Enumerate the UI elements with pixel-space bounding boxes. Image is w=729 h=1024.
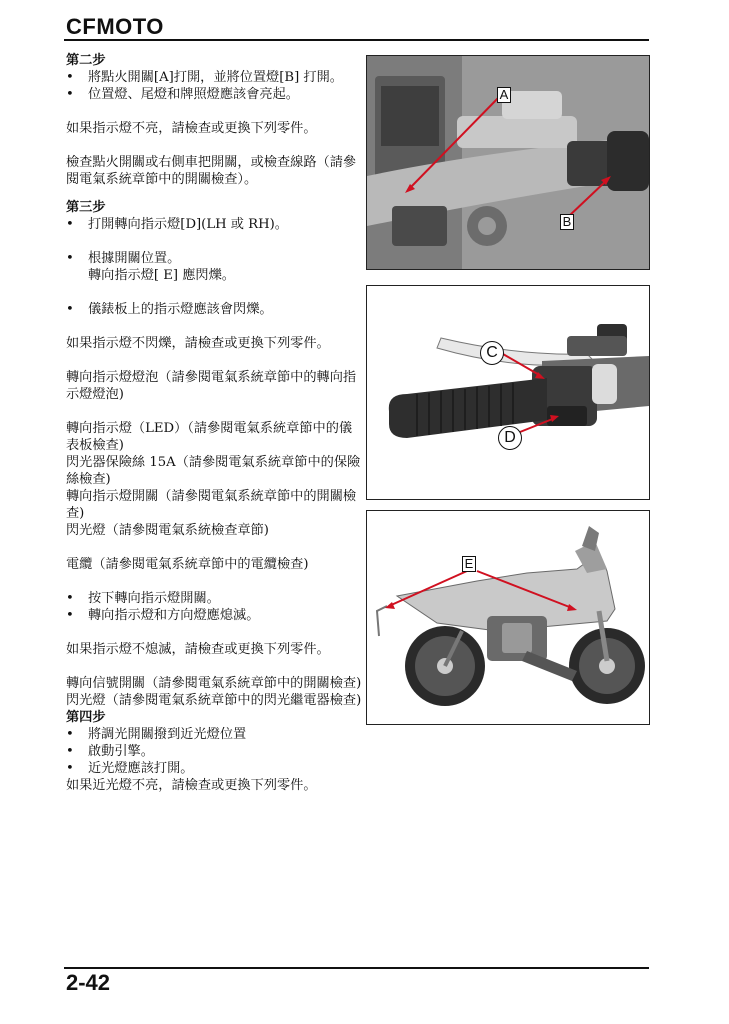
paragraph: 轉向信號開關（請參閱電氣系統章節中的開關檢查) xyxy=(66,676,362,691)
step3-heading: 第三步 xyxy=(66,200,106,215)
paragraph: 轉向指示燈（LED）（請參閱電氣系統章節中的儀表板檢查) xyxy=(66,421,353,453)
figure-ignition-switch xyxy=(366,55,650,270)
list-item: • 轉向指示燈和方向燈應熄滅。 xyxy=(66,607,362,624)
callout-label-b: B xyxy=(560,214,574,230)
list-item: • 按下轉向指示燈開關。 xyxy=(66,590,362,607)
list-item: • 打開轉向指示燈[D](LH 或 RH)。 xyxy=(66,216,362,233)
list-item: • 近光燈應該打開。 xyxy=(66,760,362,777)
page-number: 2-42 xyxy=(66,970,111,995)
paragraph: 檢查點火開關或右側車把開關，或檢查線路（請參閱電氣系統章節中的開關檢查）。 xyxy=(66,155,357,187)
figure-turn-switch xyxy=(366,285,650,500)
step4-heading: 第四步 xyxy=(66,710,106,725)
paragraph: 如果指示燈不熄滅，請檢查或更換下列零件。 xyxy=(66,642,330,657)
paragraph: 閃光器保險絲 15A（請參閱電氣系統章節中的保險絲檢查) xyxy=(66,455,361,487)
list-item-line: • 根據開關位置。 xyxy=(88,251,181,266)
callout-label-d: D xyxy=(498,426,522,450)
list-item-line: 轉向指示燈[ E] 應閃爍。 xyxy=(88,268,235,283)
list-item: • 將調光開關撥到近光燈位置 xyxy=(66,726,362,743)
list-item: • 啟動引擎。 xyxy=(66,743,362,760)
step2-heading: 第二步 xyxy=(66,53,106,68)
callout-label-a: A xyxy=(497,87,511,103)
paragraph: 轉向指示燈燈泡（請參閱電氣系統章節中的轉向指示燈燈泡) xyxy=(66,370,357,402)
brand-logo: CFMOTO xyxy=(66,14,164,39)
paragraph: 轉向指示燈開關（請參閱電氣系統章節中的開關檢查) xyxy=(66,489,357,521)
footer-rule xyxy=(64,967,649,969)
text-column xyxy=(66,52,362,794)
paragraph: 閃光燈（請參閱電氣系統章節中的閃光繼電器檢查) xyxy=(66,693,362,708)
list-item: • 位置燈、尾燈和牌照燈應該會亮起。 xyxy=(66,86,362,103)
paragraph: 電纜（請參閱電氣系統章節中的電纜檢查) xyxy=(66,557,309,572)
paragraph: 如果近光燈不亮，請檢查或更換下列零件。 xyxy=(66,778,317,793)
paragraph: 如果指示燈不亮，請檢查或更換下列零件。 xyxy=(66,121,317,136)
figure-motorcycle xyxy=(366,510,650,725)
list-item xyxy=(66,250,362,284)
paragraph: 閃光燈（請參閱電氣系統檢查章節) xyxy=(66,523,269,538)
callout-label-e: E xyxy=(462,556,476,572)
paragraph: 如果指示燈不閃爍，請檢查或更換下列零件。 xyxy=(66,336,330,351)
callout-label-c: C xyxy=(480,341,504,365)
list-item: • 儀錶板上的指示燈應該會閃爍。 xyxy=(66,301,362,318)
header-rule xyxy=(64,39,649,41)
list-item: • 將點火開關[A]打開，並將位置燈[B] 打開。 xyxy=(66,69,362,86)
